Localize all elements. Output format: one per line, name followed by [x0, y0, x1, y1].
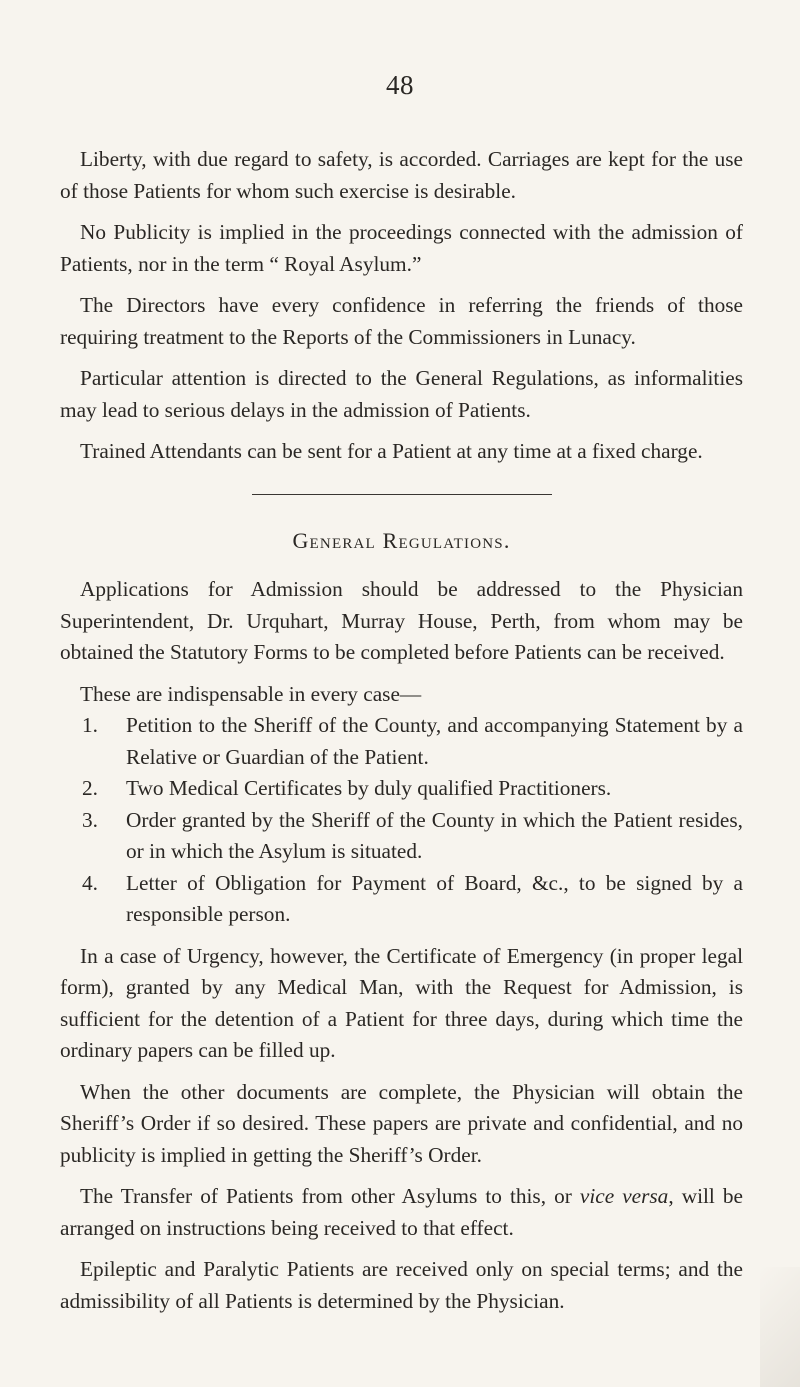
paragraph-documents-complete: When the other documents are complete, the Physician will obtain the Sheriff’s Order if so desired. These papers are private and confidential, and no publicity is implied in getting the Sheriff’s Order.: [60, 1079, 743, 1167]
paragraph-directors: The Directors have every confidence in referring the friends of those requiring treatment to the Reports of the Commissioners in Lunacy.: [60, 293, 743, 349]
page-number: 48: [386, 70, 414, 100]
section-heading: General Regulations.: [292, 527, 511, 553]
page-edge-stain: [760, 1267, 800, 1387]
transfer-text-start: The Transfer of Patients from other Asylums to this, or: [80, 1184, 580, 1208]
paragraph-attendants: Trained Attendants can be sent for a Patient at any time at a fixed charge.: [80, 439, 703, 463]
paragraph-attention: Particular attention is directed to the General Regulations, as informalities may lead to serious delays in the admission of Patients.: [60, 366, 743, 422]
paragraph-transfer: [60, 1181, 743, 1244]
list-item-text: Letter of Obligation for Payment of Board, &c., to be signed by a responsible person.: [126, 870, 743, 926]
list-item: [82, 710, 743, 773]
paragraph-epileptic: Epileptic and Paralytic Patients are received only on special terms; and the admissibility of all Patients is determined by the Physician.: [60, 1257, 743, 1313]
list-item: [82, 773, 743, 805]
list-item-text: Two Medical Certificates by duly qualified Practitioners.: [126, 776, 612, 800]
paragraph-applications: Applications for Admission should be addressed to the Physician Superintendent, Dr. Urquhart, Murray House, Perth, from whom may be obtained the Statutory Forms to be completed before Patients can be received.: [60, 577, 743, 664]
transfer-italic-phrase: vice versa: [579, 1184, 669, 1208]
transfer-text-end: , will be arranged on instructions being received to that effect.: [60, 1184, 743, 1240]
list-item-number: 1.: [82, 713, 98, 737]
paragraph-list-intro: These are indispensable in every case—: [80, 681, 422, 706]
list-item-text: Petition to the Sheriff of the County, and accompanying Statement by a Relative or Guardian of the Patient.: [126, 713, 743, 769]
list-item-number: 2.: [82, 776, 98, 800]
list-item-number: 4.: [82, 870, 98, 895]
section-divider: [252, 494, 552, 495]
list-item-number: 3.: [82, 807, 98, 832]
page-body: [60, 144, 743, 1327]
paragraph-liberty: Liberty, with due regard to safety, is accorded. Carriages are kept for the use of those Patients for whom such exercise is desirable.: [60, 147, 743, 203]
list-item: [82, 805, 743, 868]
requirements-list: [60, 710, 743, 931]
list-item: [82, 868, 743, 931]
paragraph-urgency: In a case of Urgency, however, the Certificate of Emergency (in proper legal form), granted by any Medical Man, with the Request for Admission, is sufficient for the detention of a Patient for three days, during which time the ordinary papers can be filled up.: [60, 943, 743, 1062]
paragraph-publicity: No Publicity is implied in the proceedings connected with the admission of Patients, nor in the term “ Royal Asylum.”: [60, 220, 743, 276]
list-item-text: Order granted by the Sheriff of the County in which the Patient resides, or in which the Asylum is situated.: [126, 807, 743, 863]
